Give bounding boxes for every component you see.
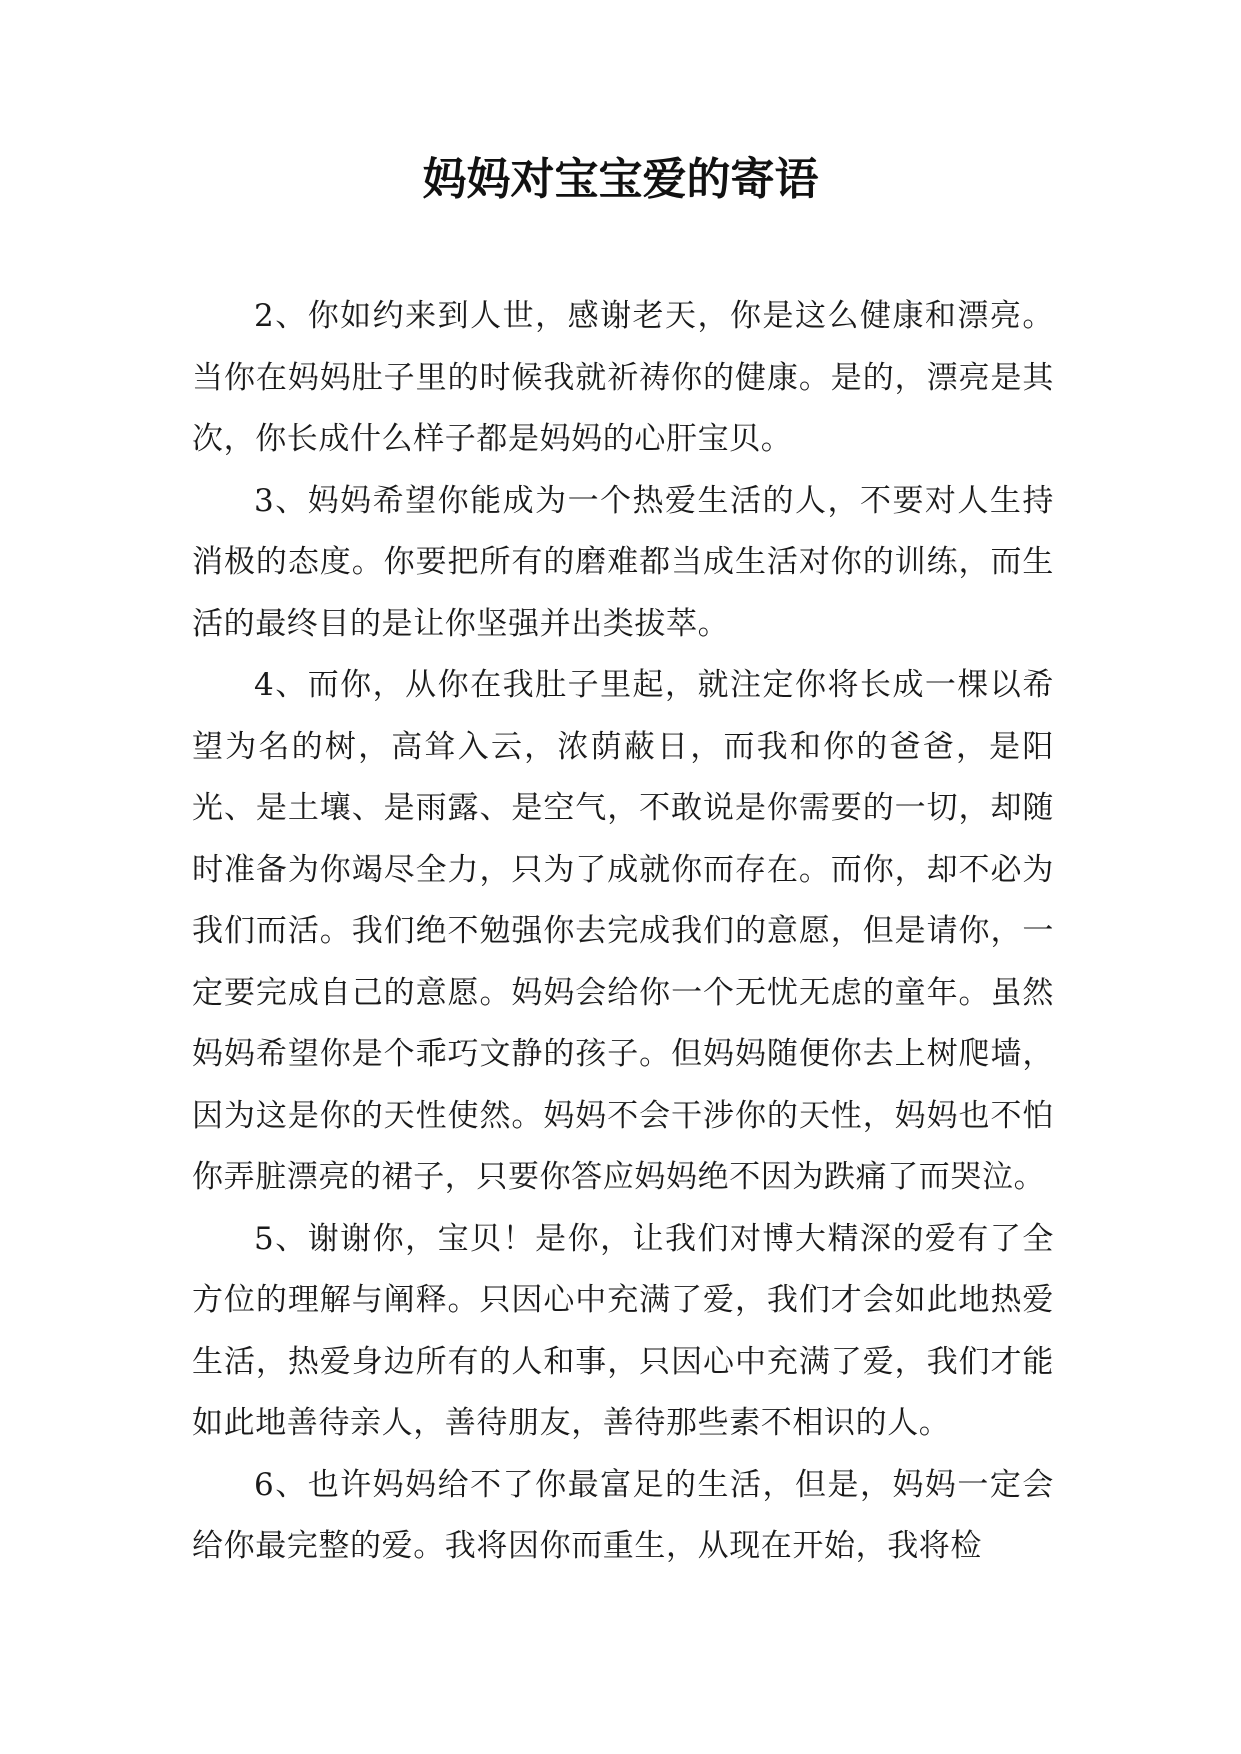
paragraph-2: 2、你如约来到人世，感谢老天，你是这么健康和漂亮。当你在妈妈肚子里的时候我就祈祷你的健康。是的，漂亮是其次，你长成什么样子都是妈妈的心肝宝贝。 xyxy=(192,298,1054,457)
document-title: 妈妈对宝宝爱的寄语 xyxy=(422,154,819,205)
paragraph-4: 4、而你，从你在我肚子里起，就注定你将长成一棵以希望为名的树，高耸入云，浓荫蔽日，而我和你的爸爸，是阳光、是土壤、是雨露、是空气，不敢说是你需要的一切，却随时准备为你竭尽全力，只为了成就你而存在。而你，却不必为我们而活。我们绝不勉强你去完成我们的意愿，但是请你，一定要完成自己的意愿。妈妈会给你一个无忧无虑的童年。虽然妈妈希望你是个乖巧文静的孩子。但妈妈随便你去上树爬墙，因为这是你的天性使然。妈妈不会干涉你的天性，妈妈也不怕你弄脏漂亮的裙子，只要你答应妈妈绝不因为跌痛了而哭泣。 xyxy=(192,667,1054,1195)
document-body xyxy=(192,286,1054,1578)
paragraph-6: 6、也许妈妈给不了你最富足的生活，但是，妈妈一定会给你最完整的爱。我将因你而重生，从现在开始，我将检 xyxy=(192,1466,1054,1564)
paragraph-3: 3、妈妈希望你能成为一个热爱生活的人，不要对人生持消极的态度。你要把所有的磨难都当成生活对你的训练，而生活的最终目的是让你坚强并出类拔萃。 xyxy=(192,482,1054,642)
paragraph-5: 5、谢谢你，宝贝！是你，让我们对博大精深的爱有了全方位的理解与阐释。只因心中充满了爱，我们才会如此地热爱生活，热爱身边所有的人和事，只因心中充满了爱，我们才能如此地善待亲人，善待朋友，善待那些素不相识的人。 xyxy=(192,1220,1054,1441)
